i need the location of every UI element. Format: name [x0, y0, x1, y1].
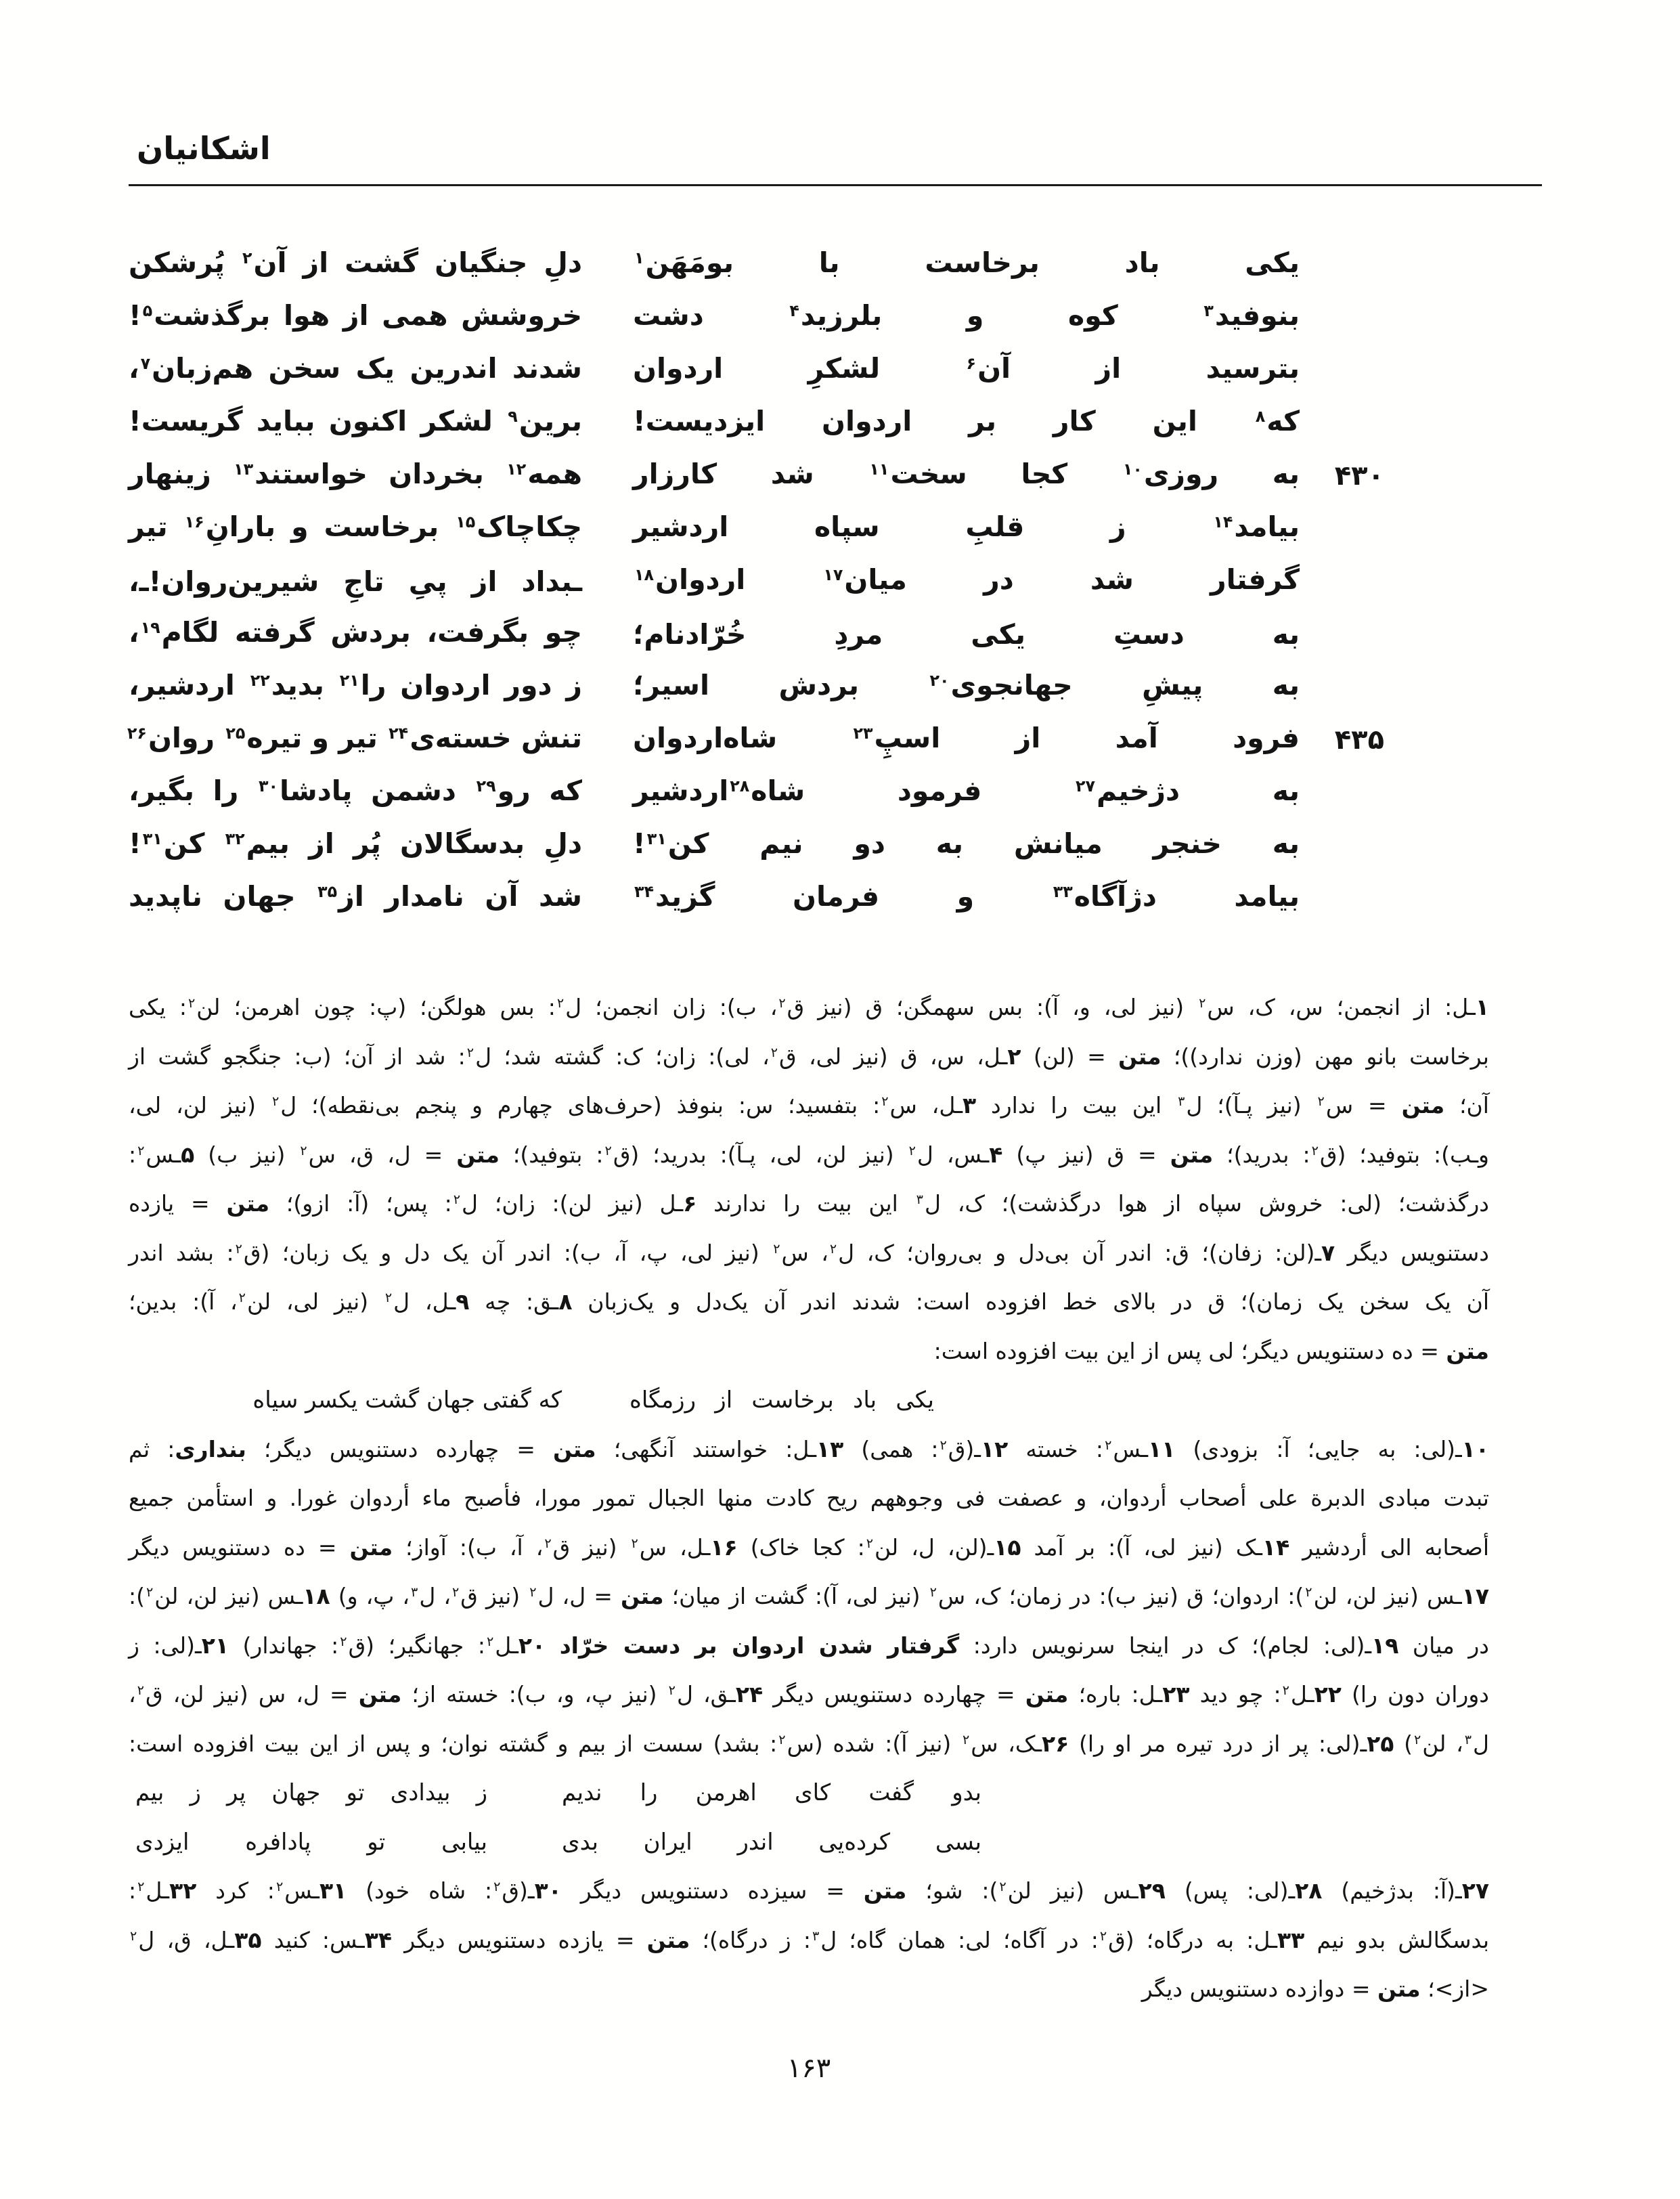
hemistich-second: شد آن نامدار از$^{۳۵}$ جهان ناپدید — [129, 880, 582, 913]
hemistich-second: که رو$^{۲۹}$ دشمن پادشا$^{۳۰}$ را بگیر، — [129, 775, 583, 807]
poem-couplet — [129, 714, 1384, 766]
quoted-hemistich-second: ز بیدادی تو جهان پر ز بیم — [135, 1779, 487, 1806]
poem-couplet — [129, 291, 1384, 344]
apparatus-line: ۱۷ـس (نیز لن، لن$^۲$): اردوان؛ ق (نیز ب): در زمان؛ ک، س$^۲$ (نیز لی، آ): گشت از میان؛ متن = ل، ل$^۲$ (نیز ق$^۲$، ل$^۳$، پ، و) ۱۸ـس (نیز لن، لن$^۲$): — [129, 1583, 1489, 1609]
poem-couplet — [129, 238, 1384, 291]
page-number: ۱۶۳ — [787, 2053, 831, 2084]
hemistich-second: دلِ بدسگالان پُر از بیم$^{۳۲}$ کن$^{۳۱}$! — [129, 827, 582, 860]
apparatus-line: ۱ـل: از انجمن؛ س، ک، س$^۲$ (نیز لی، و، آ): بس سهمگن؛ ق (نیز ق$^۲$، ب): زان انجمن؛ ل$^۲$: بس هولگن؛ (پ: چون اهرمن؛ لن$^۲$: یکی — [129, 994, 1490, 1020]
poem-couplet — [129, 397, 1384, 450]
poem-couplet — [129, 555, 1384, 608]
header-rule — [129, 184, 1542, 186]
quoted-hemistich-second: بیابی تو پادافره ایزدی — [135, 1828, 487, 1856]
quoted-hemistich-second: که گفتی جهان گشت یکسر سیاه — [252, 1387, 562, 1414]
apparatus-line: <از>؛ متن = دوازده دستنویس دیگر — [1141, 1976, 1489, 2002]
apparatus-line: درگذشت؛ (لی: خروش سپاه از هوا درگذشت)؛ ک، ل$^۳$ این بیت را ندارند ۶ـل (نیز لن): زان؛ ل$^۲$: پس؛ (آ: ازو)؛ متن = یازده — [129, 1190, 1489, 1217]
apparatus-line: آن یک سخن یک زمان)؛ ق در بالای خط افزوده است: شدند اندر آن یک‌دل و یک‌زبان ۸ـق: چه ۹ـل، ل$^۲$ (نیز لی، لن$^۲$، آ): بدین؛ — [129, 1288, 1490, 1315]
hemistich-first: بیامد$^{۱۴}$ ز قلبِ سپاه اردشیر — [633, 510, 1300, 543]
hemistich-first: به روزی$^{۱۰}$ کجا سخت$^{۱۱}$ شد کارزار — [633, 458, 1300, 490]
poem-couplet — [129, 819, 1384, 872]
hemistich-first: یکی باد برخاست با بومَهَن$^۱$ — [634, 246, 1300, 279]
quoted-verse — [129, 1818, 981, 1867]
hemistich-first: که$^۸$ این کار بر اردوان ایزدیست! — [633, 405, 1300, 437]
quoted-hemistich-first: بسی کرده‌یی اندر ایران بدی — [562, 1828, 981, 1856]
apparatus-line: دوران دون را) ۲۲ـل$^۲$: چو دید ۲۳ـل: باره؛ متن = چهارده دستنویس دیگر ۲۴ـق، ل$^۲$ (نیز پ، و، ب): خسته از؛ متن = ل، س (نیز لن، ق$^۲$، — [129, 1681, 1489, 1707]
apparatus-line: وـب): بتوفید؛ (ق$^۲$: بدرید)؛ متن = ق (نیز پ) ۴ـس، ل$^۲$ (نیز لن، لی، پـآ): بدرید؛ (ق$^۲$: بتوفید)؛ متن = ل، ق، س$^۲$ (نیز ب) ۵ـس$^۲$: — [129, 1141, 1489, 1168]
apparatus-line: ۲۷ـ(آ: بدژخیم) ۲۸ـ(لی: پس) ۲۹ـس (نیز لن$^۲$): شو؛ متن = سیزده دستنویس دیگر ۳۰ـ(ق$^۲$: شاه خود) ۳۱ـس$^۲$: کرد ۳۲ـل$^۲$: — [129, 1877, 1490, 1904]
poem-couplet — [129, 450, 1384, 502]
hemistich-first: بیامد دژآگاه$^{۳۳}$ و فرمان گزید$^{۳۴}$ — [634, 880, 1300, 913]
poem-couplet — [129, 766, 1384, 819]
hemistich-second: برین$^۹$ لشکر اکنون بباید گریست! — [129, 405, 582, 437]
hemistich-second: چو بگرفت، بردش گرفته لگام$^{۱۹}$، — [129, 616, 582, 649]
verse-number: ۴۳۵ — [1334, 724, 1384, 756]
quoted-hemistich-first: یکی باد برخاست از رزمگاه — [629, 1387, 934, 1414]
apparatus-line: متن = ده دستنویس دیگر؛ لی پس از این بیت افزوده است: — [933, 1337, 1489, 1364]
apparatus-line: ۱۰ـ(لی: به جایی؛ آ: بزودی) ۱۱ـس$^۲$: خسته ۱۲ـ(ق$^۲$: همی) ۱۳ـل: خواستند آنگهی؛ متن = چهارده دستنویس دیگر؛ بنداری: ثم — [129, 1435, 1489, 1462]
hemistich-second: چکاچاک$^{۱۵}$ برخاست و بارانِ$^{۱۶}$ تیر — [129, 510, 582, 543]
apparatus-line: أصحابه الی أردشیر ۱۴ـک (نیز لی، آ): بر آمد ۱۵ـ(لن، ل، لن$^۲$: کجا خاک) ۱۶ـل، س$^۲$ (نیز ق$^۲$، آ، ب): آواز؛ متن = ده دستنویس دیگر — [129, 1533, 1489, 1561]
hemistich-first: بترسید از آن$^۶$ لشکرِ اردوان — [633, 352, 1300, 385]
hemistich-first: به خنجر میانش به دو نیم کن$^{۳۱}$! — [633, 827, 1300, 860]
quoted-hemistich-first: بدو گفت کای اهرمن را ندیم — [562, 1779, 981, 1806]
hemistich-second: ز دور اردوان را$^{۲۱}$ بدید$^{۲۲}$ اردشیر، — [129, 669, 582, 701]
hemistich-second: شدند اندرین یک سخن هم‌زبان$^۷$، — [129, 352, 582, 385]
poem-couplet — [129, 502, 1384, 555]
poem-couplet — [129, 661, 1384, 714]
hemistich-first: بنوفید$^۳$ کوه و بلرزید$^۴$ دشت — [633, 299, 1300, 332]
hemistich-second: همه$^{۱۲}$ بخردان خواستند$^{۱۳}$ زینهار — [129, 458, 582, 490]
hemistich-first: فرود آمد از اسپِ$^{۲۳}$ شاه‌اردوان — [633, 722, 1300, 754]
quoted-verse — [129, 1376, 934, 1425]
poem-couplet — [129, 608, 1384, 661]
verse-number: ۴۳۰ — [1334, 460, 1384, 492]
apparatus-line: دستنویس دیگر ۷ـ(لن: زفان)؛ ق: اندر آن بی‌دل و بی‌روان؛ ک، ل$^۲$، س$^۲$ (نیز لی، پ، آ، ب): اندر آن یک دل و یک زبان؛ (ق$^۲$: بشد اندر — [129, 1239, 1489, 1266]
hemistich-second: خروشش همی از هوا برگذشت$^۵$! — [129, 299, 582, 332]
apparatus-line: بدسگالش بدو نیم ۳۳ـل: به درگاه؛ (ق$^۲$: در آگاه؛ لی: همان گاه؛ ل$^۳$: ز درگاه)؛ متن = یازده دستنویس دیگر ۳۴ـس: کنید ۳۵ـل، ق، ل$^۲$ — [130, 1926, 1489, 1953]
apparatus-line: برخاست بانو مهن (وزن ندارد))؛ متن = (لن) ۲ـل، س، ق (نیز لی، ق$^۲$، لی): زان؛ ک: گشته شد؛ ل$^۲$: شد از آن؛ (ب: جنگجو گشت از — [129, 1043, 1489, 1070]
apparatus-line: تبدت مبادی الدبرة علی أصحاب أردوان، و عصفت فی وجوههم ریح کادت منها الجبال تمور مورا، فأصبح ماء أردوان غورا. و استأمن جمیع — [129, 1485, 1489, 1511]
hemistich-first: گرفتار شد در میان$^{۱۷}$ اردوان$^{۱۸}$ — [634, 563, 1300, 596]
poem-block — [129, 238, 1384, 925]
hemistich-second: ـبداد از پیِ تاجِ شیرین‌روان!ـ، — [129, 565, 582, 598]
poem-couplet — [129, 872, 1384, 925]
apparatus-line: ل$^۳$، لن$^۲$) ۲۵ـ(لی: پر از درد تیره مر او را) ۲۶ـک، س$^۲$ (نیز آ): شده (س$^۲$: بشد) سست از بیم و گشته نوان؛ و پس از این بیت افزوده است: — [129, 1730, 1490, 1757]
hemistich-first: به پیشِ جهانجوی$^{۲۰}$ بردش اسیر؛ — [633, 669, 1300, 701]
critical-apparatus-block — [129, 983, 1489, 2014]
quoted-verse — [129, 1768, 981, 1818]
apparatus-line: آن؛ متن = س$^۲$ (نیز پـآ)؛ ل$^۳$ این بیت را ندارد ۳ـل، س$^۲$: بتفسید؛ س: بنوفذ (حرف‌های چهارم و پنجم بی‌نقطه)؛ ل$^۲$ (نیز لن، لی، — [129, 1092, 1489, 1118]
chapter-title: اشکانیان — [137, 130, 271, 167]
hemistich-first: به دستِ یکی مردِ خُرّادنام؛ — [633, 618, 1300, 651]
hemistich-first: به دژخیم$^{۲۷}$ فرمود شاه$^{۲۸}$اردشیر — [633, 775, 1300, 807]
hemistich-second: دلِ جنگیان گشت از آن$^۲$ پُرشکن — [129, 246, 583, 279]
apparatus-line: در میان ۱۹ـ(لی: لجام)؛ ک در اینجا سرنویس دارد: گرفتار شدن اردوان بر دست خرّاد ۲۰ـل$^۲$: جهانگیر؛ (ق$^۲$: جهاندار) ۲۱ـ(لی: ز — [129, 1632, 1490, 1659]
page-content — [129, 0, 1489, 2199]
hemistich-second: تنش خسته‌ی$^{۲۴}$ تیر و تیره$^{۲۵}$ روان$^{۲۶}$ — [127, 722, 582, 754]
running-header — [137, 130, 271, 167]
poem-couplet — [129, 344, 1384, 397]
